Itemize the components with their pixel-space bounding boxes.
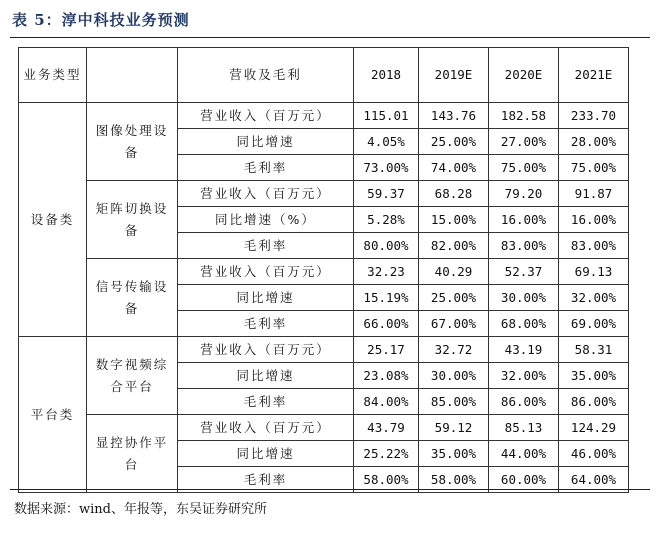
value-cell: 85.13 — [489, 415, 559, 441]
value-cell: 79.20 — [489, 181, 559, 207]
value-cell: 66.00% — [354, 311, 419, 337]
value-cell: 25.22% — [354, 441, 419, 467]
value-cell: 74.00% — [419, 155, 489, 181]
value-cell: 182.58 — [489, 103, 559, 129]
value-cell: 25.00% — [419, 285, 489, 311]
value-cell: 82.00% — [419, 233, 489, 259]
metric-label: 毛利率 — [178, 311, 354, 337]
value-cell: 52.37 — [489, 259, 559, 285]
value-cell: 25.17 — [354, 337, 419, 363]
value-cell: 80.00% — [354, 233, 419, 259]
value-cell: 58.00% — [354, 467, 419, 493]
value-cell: 68.00% — [489, 311, 559, 337]
value-cell: 68.28 — [419, 181, 489, 207]
value-cell: 59.12 — [419, 415, 489, 441]
product-cell: 数字视频综合平台 — [87, 337, 178, 415]
value-cell: 58.31 — [559, 337, 629, 363]
table-title: 表 5：淳中科技业务预测 — [12, 11, 190, 29]
metric-label: 营业收入（百万元） — [178, 181, 354, 207]
value-cell: 43.79 — [354, 415, 419, 441]
value-cell: 86.00% — [559, 389, 629, 415]
product-cell: 矩阵切换设备 — [87, 181, 178, 259]
value-cell: 35.00% — [559, 363, 629, 389]
value-cell: 32.23 — [354, 259, 419, 285]
metric-label: 同比增速 — [178, 363, 354, 389]
value-cell: 85.00% — [419, 389, 489, 415]
product-cell: 图像处理设备 — [87, 103, 178, 181]
category-cell: 平台类 — [19, 337, 87, 493]
value-cell: 4.05% — [354, 129, 419, 155]
header-metric: 营收及毛利 — [178, 48, 354, 103]
value-cell: 28.00% — [559, 129, 629, 155]
forecast-table — [18, 47, 629, 493]
header-row — [19, 48, 629, 103]
table-row — [19, 181, 629, 207]
table-row — [19, 259, 629, 285]
value-cell: 233.70 — [559, 103, 629, 129]
value-cell: 73.00% — [354, 155, 419, 181]
value-cell: 75.00% — [489, 155, 559, 181]
metric-label: 同比增速 — [178, 129, 354, 155]
value-cell: 16.00% — [559, 207, 629, 233]
value-cell: 115.01 — [354, 103, 419, 129]
value-cell: 60.00% — [489, 467, 559, 493]
value-cell: 67.00% — [419, 311, 489, 337]
metric-label: 营业收入（百万元） — [178, 415, 354, 441]
metric-label: 营业收入（百万元） — [178, 337, 354, 363]
value-cell: 143.76 — [419, 103, 489, 129]
table-row — [19, 103, 629, 129]
value-cell: 15.00% — [419, 207, 489, 233]
bottom-rule — [10, 489, 650, 490]
table-row — [19, 337, 629, 363]
top-rule — [10, 37, 650, 38]
value-cell: 124.29 — [559, 415, 629, 441]
header-year: 2019E — [419, 48, 489, 103]
metric-label: 营业收入（百万元） — [178, 259, 354, 285]
category-cell: 设备类 — [19, 103, 87, 337]
value-cell: 43.19 — [489, 337, 559, 363]
value-cell: 91.87 — [559, 181, 629, 207]
value-cell: 15.19% — [354, 285, 419, 311]
value-cell: 69.13 — [559, 259, 629, 285]
value-cell: 44.00% — [489, 441, 559, 467]
header-year: 2018 — [354, 48, 419, 103]
header-year: 2020E — [489, 48, 559, 103]
metric-label: 毛利率 — [178, 389, 354, 415]
value-cell: 30.00% — [489, 285, 559, 311]
value-cell: 32.72 — [419, 337, 489, 363]
value-cell: 46.00% — [559, 441, 629, 467]
value-cell: 32.00% — [559, 285, 629, 311]
product-cell: 显控协作平台 — [87, 415, 178, 493]
value-cell: 59.37 — [354, 181, 419, 207]
table-row — [19, 415, 629, 441]
product-cell: 信号传输设备 — [87, 259, 178, 337]
value-cell: 69.00% — [559, 311, 629, 337]
metric-label: 同比增速 — [178, 285, 354, 311]
value-cell: 32.00% — [489, 363, 559, 389]
metric-label: 营业收入（百万元） — [178, 103, 354, 129]
metric-label: 毛利率 — [178, 233, 354, 259]
metric-label: 毛利率 — [178, 155, 354, 181]
header-blank — [87, 48, 178, 103]
source-note: 数据来源：wind、年报等，东吴证券研究所 — [14, 502, 267, 517]
header-year: 2021E — [559, 48, 629, 103]
value-cell: 83.00% — [559, 233, 629, 259]
metric-label: 同比增速 — [178, 441, 354, 467]
value-cell: 25.00% — [419, 129, 489, 155]
header-category: 业务类型 — [19, 48, 87, 103]
value-cell: 23.08% — [354, 363, 419, 389]
value-cell: 83.00% — [489, 233, 559, 259]
value-cell: 58.00% — [419, 467, 489, 493]
value-cell: 16.00% — [489, 207, 559, 233]
value-cell: 40.29 — [419, 259, 489, 285]
value-cell: 35.00% — [419, 441, 489, 467]
metric-label: 毛利率 — [178, 467, 354, 493]
metric-label: 同比增速（%） — [178, 207, 354, 233]
value-cell: 75.00% — [559, 155, 629, 181]
value-cell: 27.00% — [489, 129, 559, 155]
value-cell: 64.00% — [559, 467, 629, 493]
value-cell: 84.00% — [354, 389, 419, 415]
value-cell: 86.00% — [489, 389, 559, 415]
value-cell: 30.00% — [419, 363, 489, 389]
value-cell: 5.28% — [354, 207, 419, 233]
